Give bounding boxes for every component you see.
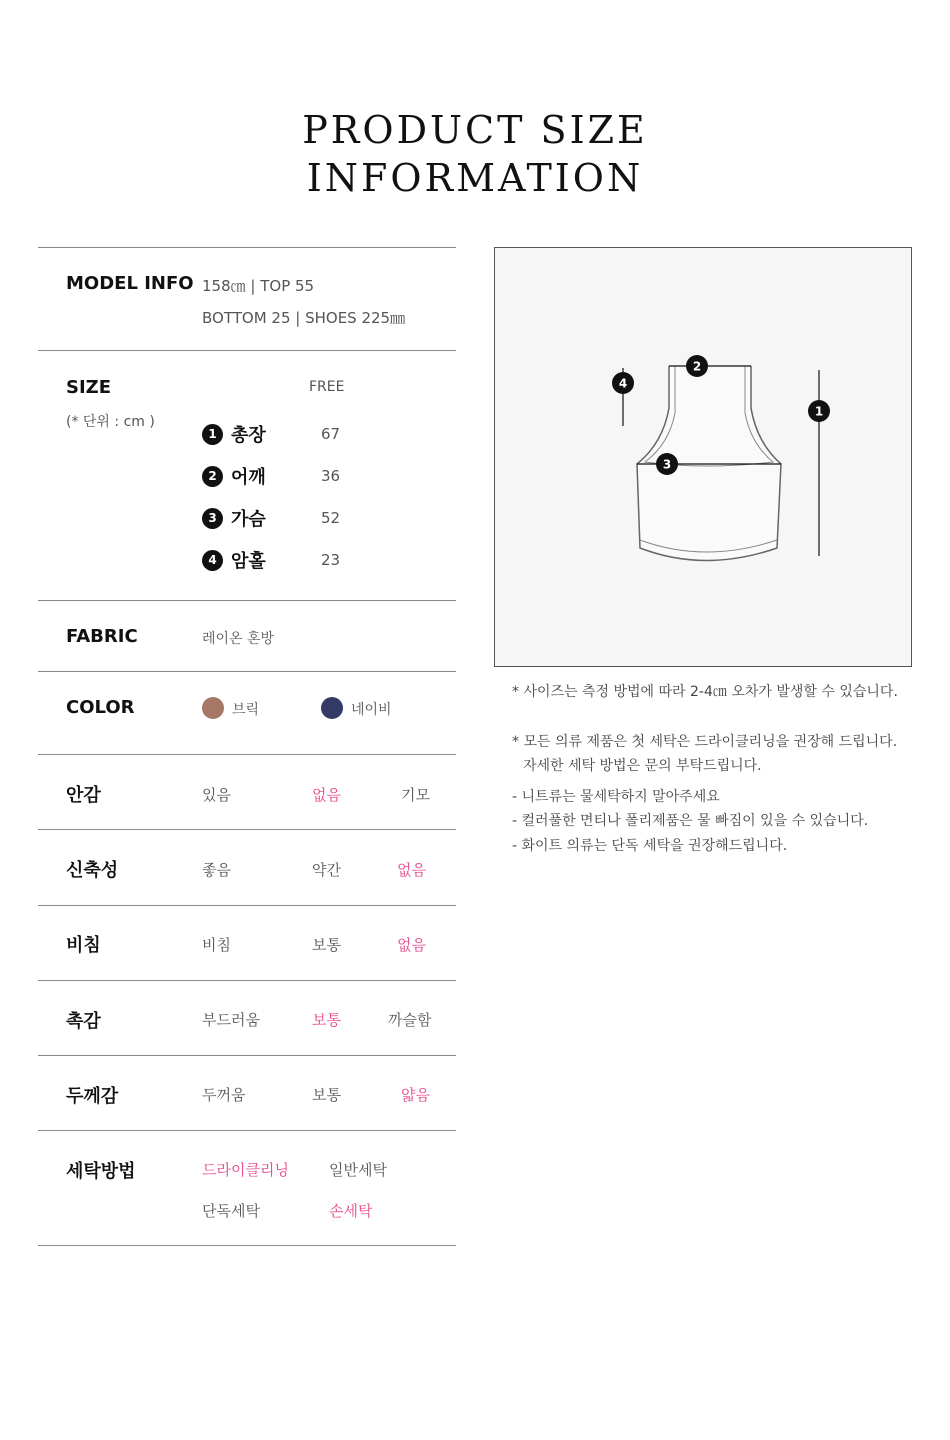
fabric-label: FABRIC (66, 626, 138, 647)
attr-option: 두꺼움 (202, 1086, 246, 1104)
size-row-value: 36 (321, 467, 341, 485)
size-row (202, 506, 340, 530)
title-line-2: INFORMATION (306, 156, 644, 200)
attr-option: 기모 (401, 786, 430, 804)
fabric-value: 레이온 혼방 (202, 631, 275, 647)
attr-option-selected: 얇음 (401, 1086, 430, 1104)
wash-option: 일반세탁 (329, 1161, 387, 1179)
wash-option: 단독세탁 (202, 1202, 260, 1220)
attr-option: 비침 (202, 936, 231, 954)
marker-3 (656, 453, 678, 475)
size-row-name: 암홀 (231, 551, 266, 572)
size-row-value: 23 (321, 551, 341, 569)
size-row-name: 총장 (231, 425, 266, 446)
model-info-line-2: BOTTOM 25 | SHOES 225㎜ (202, 309, 406, 327)
size-row (202, 548, 340, 572)
attr-option: 보통 (312, 936, 341, 954)
model-info-line-1: 158㎝ | TOP 55 (202, 277, 315, 295)
attr-label-stretch: 신축성 (66, 860, 119, 881)
attr-option: 부드러움 (202, 1011, 260, 1029)
attr-option: 있음 (202, 786, 231, 804)
divider (38, 829, 456, 830)
color-label: COLOR (66, 697, 135, 718)
divider (38, 247, 456, 248)
note-colorful: - 컬러풀한 면티나 폴리제품은 물 빠짐이 있을 수 있습니다. (512, 813, 869, 829)
size-row (202, 464, 340, 488)
note-white: - 화이트 의류는 단독 세탁을 권장해드립니다. (512, 838, 788, 854)
divider (38, 1245, 456, 1246)
divider (38, 1055, 456, 1056)
marker-1-label: 1 (814, 404, 824, 419)
measure-number-3: 3 (202, 508, 223, 529)
attr-option: 좋음 (202, 861, 231, 879)
marker-2-label: 2 (692, 359, 702, 374)
attr-label-touch: 촉감 (66, 1011, 101, 1032)
size-row-value: 67 (321, 425, 341, 443)
size-unit: (* 단위 : cm ) (66, 414, 155, 430)
note-wash-inquiry: 자세한 세탁 방법은 문의 부탁드립니다. (523, 758, 762, 774)
model-info-label: MODEL INFO (66, 273, 194, 294)
divider (38, 600, 456, 601)
marker-4 (612, 372, 634, 394)
marker-4-label: 4 (618, 376, 628, 391)
tank-top-illustration (495, 248, 911, 666)
divider (38, 980, 456, 981)
divider (38, 754, 456, 755)
page-title (0, 106, 950, 202)
divider (38, 905, 456, 906)
marker-3-label: 3 (662, 457, 672, 472)
marker-1 (808, 400, 830, 422)
attr-label-thickness: 두께감 (66, 1086, 119, 1107)
divider (38, 350, 456, 351)
color-swatch-navy[interactable] (321, 697, 343, 719)
attr-option: 까슬함 (388, 1011, 432, 1029)
size-row-name: 어깨 (231, 467, 266, 488)
color-name: 네이비 (351, 702, 392, 718)
color-name: 브릭 (232, 702, 260, 718)
wash-option-selected: 드라이클리닝 (202, 1161, 289, 1179)
attr-option-selected: 보통 (312, 1011, 341, 1029)
attr-label-sheerness: 비침 (66, 935, 101, 956)
attr-option-selected: 없음 (397, 936, 426, 954)
measure-number-2: 2 (202, 466, 223, 487)
note-dry-clean: * 모든 의류 제품은 첫 세탁은 드라이클리닝을 권장해 드립니다. (512, 734, 898, 750)
title-line-1: PRODUCT SIZE (302, 108, 648, 152)
note-size-error: * 사이즈는 측정 방법에 따라 2-4㎝ 오차가 발생할 수 있습니다. (512, 684, 898, 700)
attr-option: 보통 (312, 1086, 341, 1104)
measure-number-1: 1 (202, 424, 223, 445)
size-row (202, 422, 340, 446)
wash-option-selected: 손세탁 (329, 1202, 373, 1220)
attr-option-selected: 없음 (312, 786, 341, 804)
measure-number-4: 4 (202, 550, 223, 571)
attr-label-lining: 안감 (66, 785, 101, 806)
size-label: SIZE (66, 377, 112, 398)
size-header-free: FREE (309, 379, 345, 395)
color-swatch-brick[interactable] (202, 697, 224, 719)
size-row-value: 52 (321, 509, 341, 527)
note-knit: - 니트류는 물세탁하지 말아주세요 (512, 789, 720, 805)
divider (38, 671, 456, 672)
size-row-name: 가슴 (231, 509, 266, 530)
size-diagram (494, 247, 912, 667)
wash-label: 세탁방법 (66, 1161, 136, 1182)
attr-option: 약간 (312, 861, 341, 879)
marker-2 (686, 355, 708, 377)
divider (38, 1130, 456, 1131)
attr-option-selected: 없음 (397, 861, 426, 879)
